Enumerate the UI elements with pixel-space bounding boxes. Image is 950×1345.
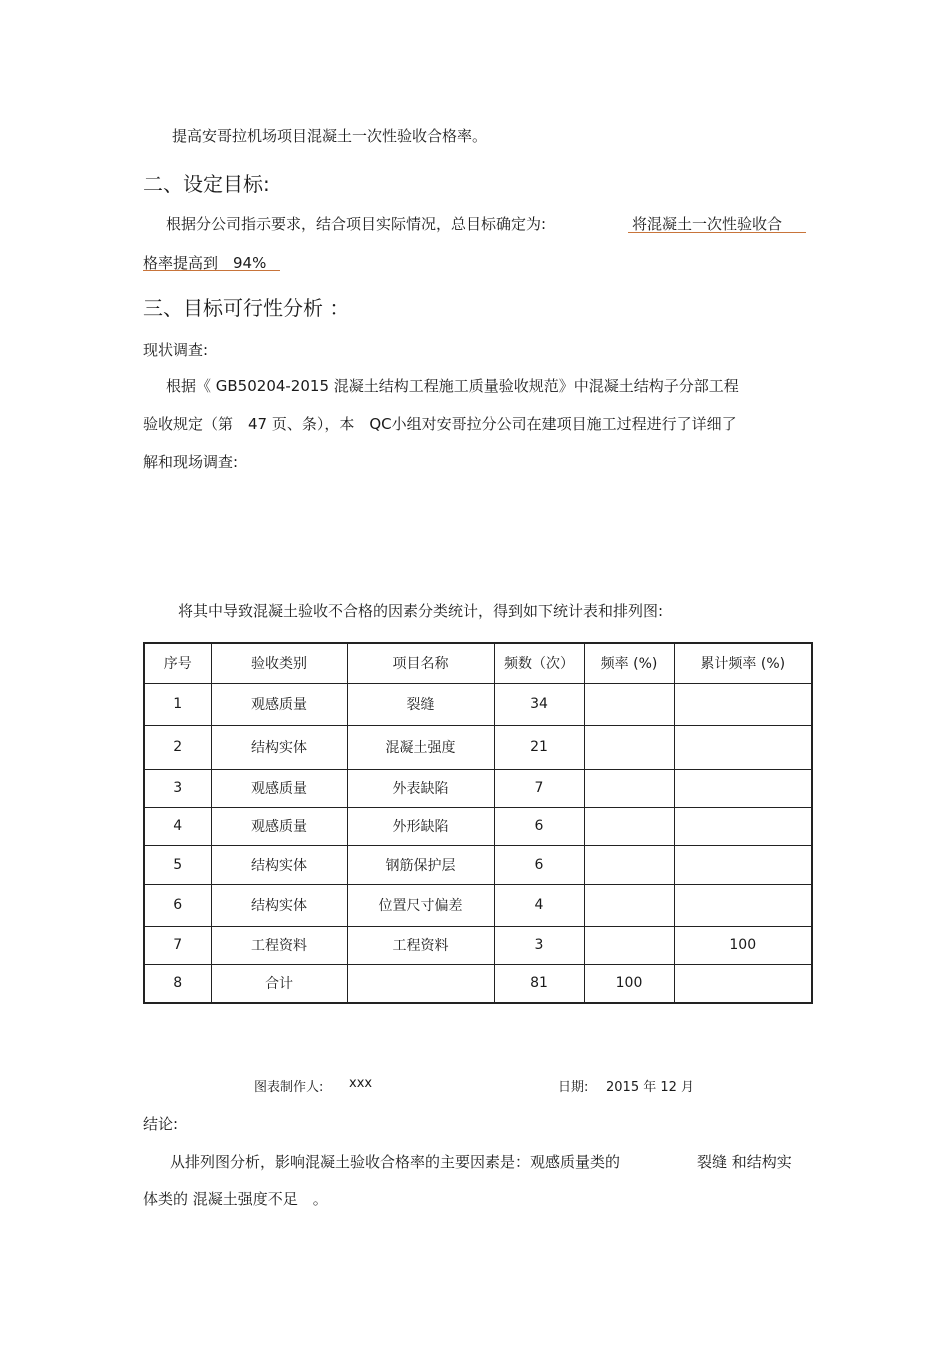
table-cell: 合计 [211,964,347,1003]
date-value: 2015 年 12 月 [606,1080,695,1095]
survey-para-line2: 验收规定（第 47 页、条），本 QC小组对安哥拉分公司在建项目施工过程进行了详细了 [143,415,737,433]
table-cell [674,807,812,845]
table-cell [584,683,674,725]
table-cell [674,884,812,926]
table-cell [584,769,674,807]
conclusion-line1-b: 裂缝 和结构实 [697,1153,792,1171]
header-cell: 频数（次） [494,643,584,683]
table-row [144,964,812,1003]
table-cell: 7 [144,926,211,964]
table-row [144,807,812,845]
table-cell [674,769,812,807]
table-row [144,725,812,769]
table-cell: 6 [494,845,584,884]
table-cell: 3 [494,926,584,964]
header-cell: 累计频率 (%) [674,643,812,683]
table-cell: 外形缺陷 [347,807,494,845]
table-cell: 3 [144,769,211,807]
table-cell: 5 [144,845,211,884]
table-row [144,926,812,964]
statistics-table [143,642,813,1004]
table-row [144,884,812,926]
table-cell: 4 [494,884,584,926]
section-2-heading: 二、设定目标: [143,172,270,196]
table-cell [674,725,812,769]
conclusion-label: 结论: [143,1115,179,1133]
header-cell: 频率 (%) [584,643,674,683]
author-label: 图表制作人: [254,1080,324,1095]
table-cell: 工程资料 [347,926,494,964]
table-cell: 结构实体 [211,725,347,769]
table-cell: 观感质量 [211,807,347,845]
survey-para-line3: 解和现场调查: [143,453,239,471]
table-cell: 100 [674,926,812,964]
table-cell: 结构实体 [211,884,347,926]
goal-underline-2 [143,270,280,271]
table-cell: 结构实体 [211,845,347,884]
survey-label: 现状调查: [143,341,209,359]
table-cell [674,845,812,884]
table-cell: 21 [494,725,584,769]
goal-underline-1 [628,232,806,233]
table-cell [674,964,812,1003]
table-cell [584,725,674,769]
table-cell: 2 [144,725,211,769]
section-3-heading: 三、目标可行性分析 ： [143,296,350,320]
table-cell: 工程资料 [211,926,347,964]
author-value: xxx [349,1076,373,1091]
table-cell: 6 [144,884,211,926]
table-cell: 混凝土强度 [347,725,494,769]
intro-line: 提高安哥拉机场项目混凝土一次性验收合格率。 [172,127,488,145]
table-cell: 4 [144,807,211,845]
table-cell: 7 [494,769,584,807]
goal-text-part2: 格率提高到 94% [143,254,267,272]
table-cell [584,926,674,964]
conclusion-line1-a: 从排列图分析，影响混凝土验收合格率的主要因素是：观感质量类的 [170,1153,621,1171]
goal-text-part1: 将混凝土一次性验收合 [632,215,783,233]
conclusion-line2: 体类的 混凝土强度不足 。 [143,1190,328,1208]
table-row [144,769,812,807]
table-cell: 8 [144,964,211,1003]
table-row [144,683,812,725]
header-cell: 序号 [144,643,211,683]
table-cell: 观感质量 [211,769,347,807]
section-2-text: 根据分公司指示要求，结合项目实际情况，总目标确定为: [166,215,547,233]
table-cell: 100 [584,964,674,1003]
table-cell [584,884,674,926]
table-cell [674,683,812,725]
table-header-row [144,643,812,683]
table-row [144,845,812,884]
date-label: 日期: [558,1080,589,1095]
table-cell: 钢筋保护层 [347,845,494,884]
header-cell: 验收类别 [211,643,347,683]
table-cell [347,964,494,1003]
stat-intro: 将其中导致混凝土验收不合格的因素分类统计，得到如下统计表和排列图: [178,602,664,620]
table-cell: 外表缺陷 [347,769,494,807]
table-cell [584,807,674,845]
survey-para-line1: 根据《 GB50204-2015 混凝土结构工程施工质量验收规范》中混凝土结构子分部工程 [166,377,739,395]
table-cell: 34 [494,683,584,725]
table-cell [584,845,674,884]
table-cell: 1 [144,683,211,725]
table-cell: 位置尺寸偏差 [347,884,494,926]
table-cell: 裂缝 [347,683,494,725]
table-cell: 6 [494,807,584,845]
header-cell: 项目名称 [347,643,494,683]
table-cell: 81 [494,964,584,1003]
table-cell: 观感质量 [211,683,347,725]
